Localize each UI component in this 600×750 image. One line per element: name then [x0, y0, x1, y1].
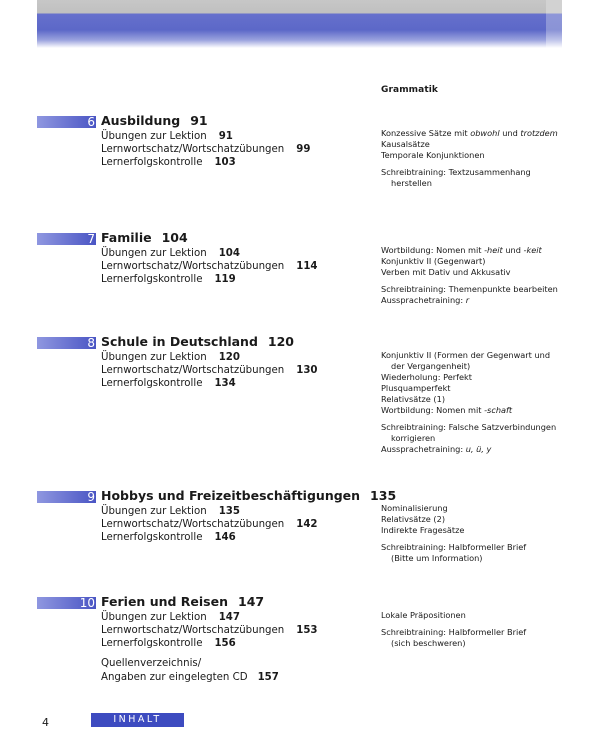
- grammar-topic-line: herstellen: [391, 178, 432, 188]
- subsection-label: Lernwortschatz/Wortschatzübungen: [101, 519, 285, 530]
- subsection-label: Übungen zur Lektion: [101, 248, 207, 259]
- grammar-topic-line: Schreibtraining: Falsche Satzverbindungen: [381, 422, 557, 432]
- subsection-page-number: 146: [214, 532, 236, 543]
- chapter-title: Ausbildung: [101, 113, 181, 128]
- header-color-band: [37, 0, 562, 48]
- subsection-page-number: 103: [214, 157, 236, 168]
- subsection-page-number: 119: [214, 274, 236, 285]
- subsection-label: Übungen zur Lektion: [101, 352, 207, 363]
- chapter-title-link[interactable]: [101, 594, 264, 610]
- chapter-page-number: 135: [370, 488, 397, 503]
- grammar-topic-italic: u, ü, y: [465, 444, 492, 454]
- chapter-title-link[interactable]: [101, 113, 208, 129]
- sources-label-line2: Angaben zur eingelegten CD: [101, 672, 248, 683]
- grammar-topic-text: und: [499, 128, 521, 138]
- grammar-topic-italic: -schaft: [484, 405, 513, 415]
- subsection-label: Lernerfolgskontrolle: [101, 157, 203, 168]
- subsection-label: Lernwortschatz/Wortschatzübungen: [101, 261, 285, 272]
- subsection-entry[interactable]: [101, 156, 236, 169]
- sources-label-line1: Quellenverzeichnis/: [101, 658, 202, 669]
- grammar-topic-line: Konjunktiv II (Formen der Gegenwart und: [381, 350, 551, 360]
- chapter-number: 9: [87, 490, 95, 504]
- grammar-topic-line: korrigieren: [391, 433, 436, 443]
- chapter-number: 6: [87, 115, 95, 129]
- footer-section-label: INHALT: [91, 713, 184, 727]
- subsection-entry[interactable]: [101, 637, 236, 650]
- chapter-title-link[interactable]: [101, 334, 294, 350]
- chapter-page-number: 147: [238, 594, 265, 609]
- subsection-page-number: 120: [218, 352, 240, 363]
- chapter-title: Schule in Deutschland: [101, 334, 258, 349]
- sources-page-number: 157: [257, 672, 279, 683]
- subsection-page-number: 153: [296, 625, 318, 636]
- subsection-entry[interactable]: [101, 611, 240, 624]
- grammar-topic-italic: -keit: [523, 245, 542, 255]
- grammar-topic-line: Indirekte Fragesätze: [381, 525, 465, 535]
- grammar-topic-line: (Bitte um Information): [391, 553, 483, 563]
- grammar-topic-line: Schreibtraining: Halbformeller Brief: [381, 542, 527, 552]
- grammar-topic-italic: obwohl: [470, 128, 500, 138]
- footer-page-number: 4: [42, 716, 49, 729]
- subsection-entry[interactable]: [101, 260, 318, 273]
- grammar-topic-line: Lokale Präpositionen: [381, 610, 466, 620]
- subsection-entry[interactable]: [101, 364, 318, 377]
- grammar-topic-text: Aussprachetraining:: [381, 295, 466, 305]
- subsection-label: Lernerfolgskontrolle: [101, 378, 203, 389]
- subsection-label: Lernwortschatz/Wortschatzübungen: [101, 625, 285, 636]
- subsection-label: Lernerfolgskontrolle: [101, 638, 203, 649]
- subsection-label: Lernwortschatz/Wortschatzübungen: [101, 365, 285, 376]
- subsection-page-number: 114: [296, 261, 318, 272]
- subsection-entry[interactable]: [101, 143, 310, 156]
- subsection-page-number: 91: [218, 131, 233, 142]
- grammar-topic-line: Plusquamperfekt: [381, 383, 451, 393]
- grammar-topic-line: [381, 405, 581, 416]
- grammar-topic-line: der Vergangenheit): [391, 361, 471, 371]
- subsection-page-number: 156: [214, 638, 236, 649]
- chapter-title-link[interactable]: [101, 488, 396, 504]
- subsection-page-number: 142: [296, 519, 318, 530]
- grammar-topic-italic: trotzdem: [520, 128, 558, 138]
- grammar-topic-line: Schreibtraining: Themenpunkte bearbeiten: [381, 284, 558, 294]
- subsection-entry[interactable]: [101, 518, 318, 531]
- grammar-topic-line: Verben mit Dativ und Akkusativ: [381, 267, 511, 277]
- subsection-entry[interactable]: [101, 247, 240, 260]
- chapter-page-number: 91: [190, 113, 208, 128]
- subsection-entry[interactable]: [101, 351, 240, 364]
- subsection-entry[interactable]: [101, 130, 233, 143]
- grammar-topic-text: Wortbildung: Nomen mit: [381, 245, 485, 255]
- grammar-topic-text: und: [502, 245, 524, 255]
- subsection-entry[interactable]: [101, 531, 236, 544]
- grammar-topic-line: [381, 128, 581, 139]
- subsection-label: Lernerfolgskontrolle: [101, 274, 203, 285]
- grammar-topic-line: Relativsätze (2): [381, 514, 446, 524]
- subsection-label: Übungen zur Lektion: [101, 131, 207, 142]
- grammar-topic-line: Temporale Konjunktionen: [381, 150, 485, 160]
- grammar-topics: [381, 503, 581, 564]
- grammar-topic-line: Wiederholung: Perfekt: [381, 372, 473, 382]
- grammar-topic-line: [381, 245, 581, 256]
- chapter-title: Ferien und Reisen: [101, 594, 228, 609]
- subsection-entry[interactable]: [101, 377, 236, 390]
- chapter-page-number: 120: [267, 334, 294, 349]
- subsection-label: Lernwortschatz/Wortschatzübungen: [101, 144, 285, 155]
- grammar-topic-italic: r: [465, 295, 470, 305]
- subsection-page-number: 99: [296, 144, 311, 155]
- subsection-entry[interactable]: [101, 505, 240, 518]
- grammar-topic-text: Konzessive Sätze mit: [381, 128, 471, 138]
- subsection-page-number: 135: [218, 506, 240, 517]
- subsection-page-number: 147: [218, 612, 240, 623]
- grammar-topic-line: Kausalsätze: [381, 139, 430, 149]
- subsection-page-number: 104: [218, 248, 240, 259]
- grammar-topics: [381, 128, 581, 189]
- grammar-topic-line: Nominalisierung: [381, 503, 448, 513]
- grammar-topic-line: [381, 295, 581, 306]
- chapter-number: 7: [87, 232, 95, 246]
- grammar-topic-line: Schreibtraining: Textzusammenhang: [381, 167, 531, 177]
- chapter-title: Hobbys und Freizeitbeschäftigungen: [101, 488, 361, 503]
- grammar-topics: [381, 610, 581, 649]
- grammar-topics: [381, 245, 581, 306]
- chapter-title-link[interactable]: [101, 230, 188, 246]
- grammar-topics: [381, 350, 581, 455]
- grammar-topic-text: Wortbildung: Nomen mit: [381, 405, 485, 415]
- subsection-page-number: 134: [214, 378, 236, 389]
- grammar-topic-text: Aussprachetraining:: [381, 444, 466, 454]
- chapter-number: 10: [79, 596, 95, 610]
- header-band-corner: [546, 0, 562, 48]
- subsection-label: Übungen zur Lektion: [101, 506, 207, 517]
- grammar-topic-line: Schreibtraining: Halbformeller Brief: [381, 627, 527, 637]
- subsection-label: Übungen zur Lektion: [101, 612, 207, 623]
- grammar-topic-italic: -heit: [484, 245, 503, 255]
- subsection-label: Lernerfolgskontrolle: [101, 532, 203, 543]
- grammar-topic-line: (sich beschweren): [391, 638, 466, 648]
- chapter-number: 8: [87, 336, 95, 350]
- grammar-topic-line: [381, 444, 581, 455]
- subsection-page-number: 130: [296, 365, 318, 376]
- chapter-title: Familie: [101, 230, 152, 245]
- grammar-topic-line: Konjunktiv II (Gegenwart): [381, 256, 486, 266]
- subsection-entry[interactable]: [101, 624, 318, 637]
- chapter-page-number: 104: [161, 230, 188, 245]
- subsection-entry[interactable]: [101, 273, 236, 286]
- sources-entry[interactable]: [101, 657, 279, 685]
- grammar-column-heading: Grammatik: [381, 85, 439, 95]
- grammar-topic-line: Relativsätze (1): [381, 394, 446, 404]
